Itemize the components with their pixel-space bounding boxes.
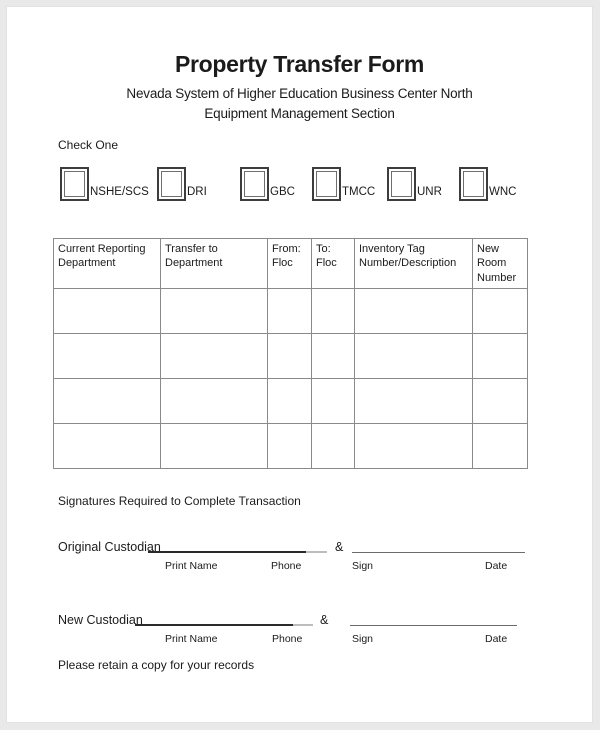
wnc-label: WNC bbox=[489, 186, 517, 198]
original-sign-date-line[interactable] bbox=[352, 552, 525, 553]
new-custodian-label: New Custodian bbox=[58, 613, 143, 627]
table-cell[interactable] bbox=[54, 424, 161, 469]
gbc-checkbox[interactable] bbox=[240, 167, 269, 201]
table-row bbox=[54, 289, 528, 334]
checkbox-inner-box bbox=[391, 171, 412, 197]
retain-copy-note: Please retain a copy for your records bbox=[58, 658, 255, 672]
col-header-transfer-to-department: Transfer to Department bbox=[161, 239, 268, 289]
new-phone-label: Phone bbox=[272, 633, 303, 645]
nshe-scs-label: NSHE/SCS bbox=[90, 186, 149, 198]
table-cell[interactable] bbox=[312, 424, 355, 469]
new-line-tail bbox=[293, 624, 313, 626]
new-print-name-label: Print Name bbox=[165, 633, 218, 645]
checkbox-group-dri bbox=[157, 167, 207, 201]
checkbox-group-wnc bbox=[459, 167, 516, 201]
table-header-row bbox=[54, 239, 528, 289]
original-line-tail bbox=[306, 551, 327, 553]
original-date-label: Date bbox=[485, 560, 508, 572]
tmcc-checkbox[interactable] bbox=[312, 167, 341, 201]
nshe-scs-checkbox[interactable] bbox=[60, 167, 89, 201]
original-ampersand: & bbox=[335, 540, 344, 554]
table-cell[interactable] bbox=[54, 289, 161, 334]
form-subtitle-line2: Equipment Management Section bbox=[204, 106, 395, 121]
new-print-phone-line[interactable] bbox=[135, 624, 293, 626]
table-cell[interactable] bbox=[473, 424, 528, 469]
table-cell[interactable] bbox=[473, 334, 528, 379]
table-cell[interactable] bbox=[161, 379, 268, 424]
checkbox-inner-box bbox=[463, 171, 484, 197]
dri-checkbox[interactable] bbox=[157, 167, 186, 201]
table-cell[interactable] bbox=[54, 379, 161, 424]
new-sign-date-line[interactable] bbox=[350, 625, 517, 626]
check-one-label: Check One bbox=[58, 138, 119, 152]
checkbox-inner-box bbox=[64, 171, 85, 197]
form-subtitle-line1: Nevada System of Higher Education Business Center North bbox=[126, 86, 473, 101]
table-cell[interactable] bbox=[161, 334, 268, 379]
table-cell[interactable] bbox=[312, 334, 355, 379]
table-row bbox=[54, 424, 528, 469]
original-print-name-label: Print Name bbox=[165, 560, 218, 572]
gbc-label: GBC bbox=[270, 186, 295, 198]
table-cell[interactable] bbox=[355, 289, 473, 334]
tmcc-label: TMCC bbox=[342, 186, 376, 198]
checkbox-group-nshe-scs bbox=[60, 167, 149, 201]
table-cell[interactable] bbox=[161, 424, 268, 469]
original-sign-label: Sign bbox=[352, 560, 374, 572]
new-sign-label: Sign bbox=[352, 633, 374, 645]
form-page bbox=[6, 6, 593, 723]
col-header-to-floc: To: Floc bbox=[312, 239, 355, 289]
checkbox-group-tmcc bbox=[312, 167, 375, 201]
table-row bbox=[54, 334, 528, 379]
table-cell[interactable] bbox=[161, 289, 268, 334]
checkbox-inner-box bbox=[244, 171, 265, 197]
table-row bbox=[54, 379, 528, 424]
table-cell[interactable] bbox=[473, 289, 528, 334]
table-cell[interactable] bbox=[54, 334, 161, 379]
table-cell[interactable] bbox=[268, 379, 312, 424]
table-cell[interactable] bbox=[268, 424, 312, 469]
table-cell[interactable] bbox=[312, 289, 355, 334]
col-header-new-room-number: New Room Number bbox=[473, 239, 528, 289]
table-cell[interactable] bbox=[312, 379, 355, 424]
checkbox-group-gbc bbox=[240, 167, 295, 201]
transfer-table bbox=[53, 238, 528, 469]
original-custodian-label: Original Custodian bbox=[58, 540, 161, 554]
unr-label: UNR bbox=[417, 186, 442, 198]
unr-checkbox[interactable] bbox=[387, 167, 416, 201]
col-header-from-floc: From: Floc bbox=[268, 239, 312, 289]
checkbox-inner-box bbox=[161, 171, 182, 197]
original-phone-label: Phone bbox=[271, 560, 302, 572]
form-title: Property Transfer Form bbox=[174, 51, 425, 77]
dri-label: DRI bbox=[187, 186, 207, 198]
col-header-current-reporting-department: Current Reporting Department bbox=[54, 239, 161, 289]
table-cell[interactable] bbox=[355, 424, 473, 469]
table-cell[interactable] bbox=[355, 379, 473, 424]
table-cell[interactable] bbox=[268, 334, 312, 379]
original-print-phone-line[interactable] bbox=[148, 551, 306, 553]
table-cell[interactable] bbox=[268, 289, 312, 334]
checkbox-inner-box bbox=[316, 171, 337, 197]
col-header-inventory-tag: Inventory Tag Number/Description bbox=[355, 239, 473, 289]
table-cell[interactable] bbox=[355, 334, 473, 379]
table-cell[interactable] bbox=[473, 379, 528, 424]
new-date-label: Date bbox=[485, 633, 508, 645]
wnc-checkbox[interactable] bbox=[459, 167, 488, 201]
new-ampersand: & bbox=[320, 613, 329, 627]
checkbox-group-unr bbox=[387, 167, 442, 201]
signatures-heading: Signatures Required to Complete Transaction bbox=[58, 494, 301, 508]
